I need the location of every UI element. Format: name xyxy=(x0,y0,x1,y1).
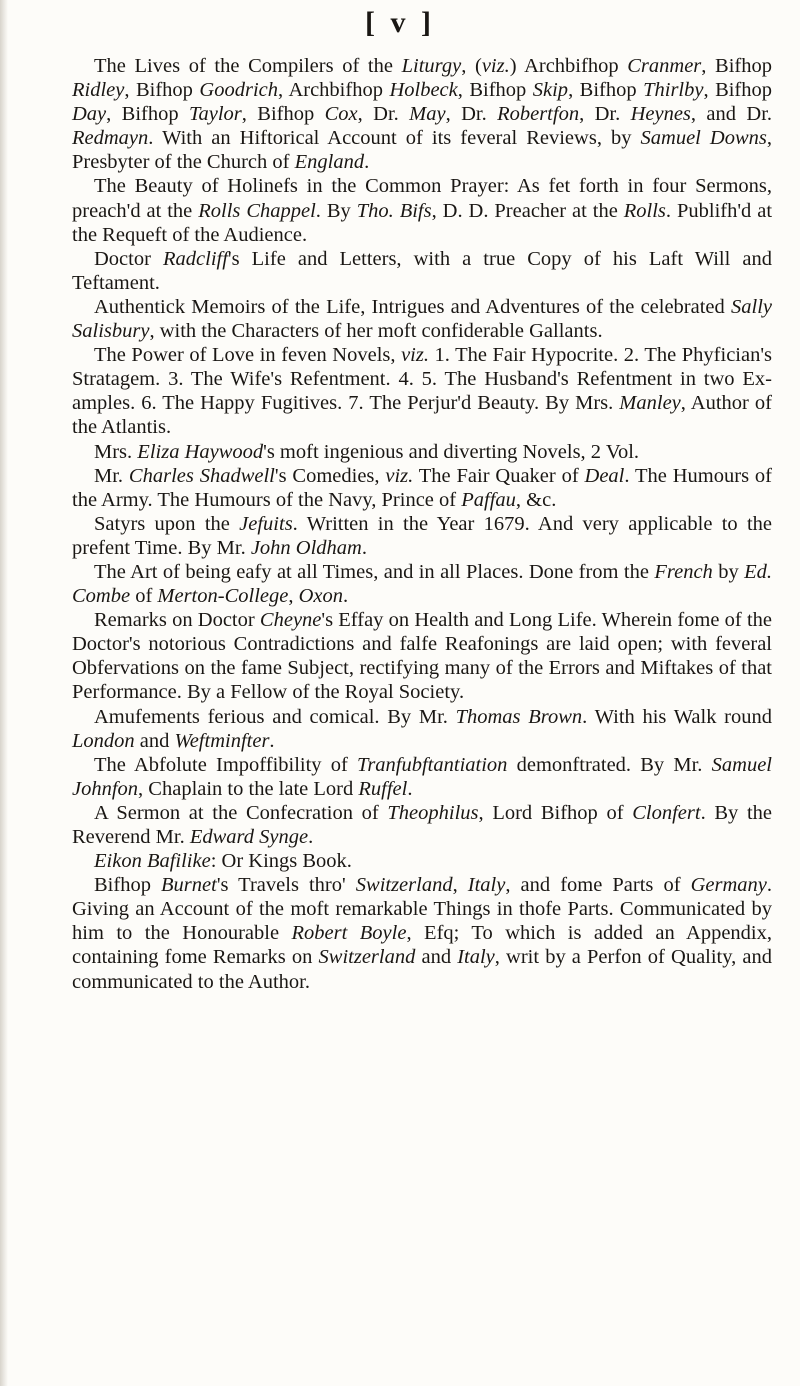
entry-text: , Dr. xyxy=(357,103,410,126)
entry-text: , writ by a Perfon of Quality, and communicated to the Author. xyxy=(72,946,773,993)
advertisement-list xyxy=(72,54,772,994)
book-entry xyxy=(72,247,772,295)
italic-text: Eikon Bafilike xyxy=(94,850,211,873)
italic-text: Burnet xyxy=(161,874,217,897)
italic-text: Heynes xyxy=(630,103,691,126)
entry-text: and xyxy=(415,946,458,969)
entry-text: The Fair Quaker of xyxy=(413,464,585,487)
italic-text: Cox xyxy=(324,103,358,126)
italic-text: Switzerland xyxy=(355,874,453,897)
italic-text: Redmayn xyxy=(72,127,149,150)
italic-text: Eliza Haywood xyxy=(137,440,264,463)
entry-text: , Bifhop xyxy=(703,79,773,102)
italic-text: Cheyne xyxy=(259,609,322,632)
italic-text: viz. xyxy=(481,55,510,77)
book-entry xyxy=(72,464,772,512)
italic-text: May xyxy=(409,103,446,126)
italic-text: Ruffel xyxy=(358,777,408,800)
book-entry xyxy=(72,54,772,174)
italic-text: Theophilus xyxy=(387,801,479,824)
entry-text: , and Dr. xyxy=(690,103,773,126)
italic-text: Rolls xyxy=(623,199,666,222)
entry-text: and xyxy=(134,729,175,752)
book-entry xyxy=(72,608,772,704)
entry-text: , D. D. Preacher at the xyxy=(431,199,624,222)
entry-text: , Dr. xyxy=(579,103,631,126)
entry-text: , &c. xyxy=(515,488,557,511)
page-binding-shadow xyxy=(0,0,8,1386)
book-entry xyxy=(72,174,772,246)
entry-text: . xyxy=(361,536,367,559)
italic-text: Tho. Bifs xyxy=(356,199,432,222)
entry-text: The Abfolute Impoffibility of xyxy=(94,753,358,776)
italic-text: Goodrich xyxy=(199,79,278,102)
book-entry xyxy=(72,512,772,560)
italic-text: Ed. Combe xyxy=(72,560,773,608)
entry-text: Amufements ferious and comical. By Mr. xyxy=(94,705,456,728)
italic-text: Paffau xyxy=(461,488,516,511)
entry-text: of xyxy=(130,585,158,608)
italic-text: Cranmer xyxy=(627,55,702,77)
entry-text: A Sermon at the Confecration of xyxy=(94,801,388,824)
italic-text: Italy xyxy=(457,946,495,969)
entry-text: The Art of being eafy at all Times, and in all Places. Done from the xyxy=(94,560,655,583)
italic-text: Day xyxy=(72,103,107,126)
italic-text: Rolls Chappel xyxy=(198,199,316,222)
entry-text: ) Archbifhop xyxy=(509,55,628,77)
italic-text: Tranfubftantiation xyxy=(357,753,508,776)
entry-text: 's moft ingenious and diverting Novels, 2 Vol. xyxy=(263,440,640,463)
entry-text: , Bifhop xyxy=(457,79,533,102)
entry-text: . Giving an Account of the moft remarkable Things in thofe Parts. Communicated by him to the Honourable xyxy=(72,874,772,945)
entry-text: . xyxy=(308,826,314,848)
book-entry xyxy=(72,849,772,873)
entry-text: . By the Reverend Mr. xyxy=(72,801,772,848)
italic-text: England xyxy=(294,151,365,174)
entry-text: : Or Kings Book. xyxy=(210,850,352,873)
entry-text: , xyxy=(288,585,299,608)
entry-text: 1. The Fair Hypocrite. 2. The Phyfician's Stratagem. 3. The Wife's Refentment. 4. 5. The Husband's Refentment in two Examples. 6. The Happy Fugitives. 7. The Perjur'd Beauty. By Mrs. xyxy=(72,344,773,415)
book-entry xyxy=(72,753,772,801)
entry-text: , Chaplain to the late Lord xyxy=(138,777,359,800)
italic-text: Edward Synge xyxy=(189,826,309,848)
entry-text: , Bifhop xyxy=(106,103,189,126)
entry-text: , xyxy=(452,874,468,897)
book-entry xyxy=(72,873,772,993)
italic-text: viz. xyxy=(401,344,429,367)
italic-text: John Oldham xyxy=(250,536,362,559)
italic-text: Weftminfter xyxy=(174,729,270,752)
italic-text: Switzerland xyxy=(318,946,416,969)
entry-text: , Bifhop xyxy=(241,103,325,126)
entry-text: demonftrated. By Mr. xyxy=(507,753,712,776)
italic-text: Samuel Downs xyxy=(640,127,767,150)
entry-text: , Bifhop xyxy=(701,55,772,77)
italic-text: Deal xyxy=(584,464,625,487)
entry-text: , and fome Parts of xyxy=(505,874,691,897)
entry-text: 's Comedies, xyxy=(274,464,386,487)
entry-text: , Bifhop xyxy=(124,79,200,102)
italic-text: Samuel Johnfon xyxy=(72,753,772,800)
entry-text: 's Travels thro' xyxy=(216,874,356,897)
entry-text: Mrs. xyxy=(94,440,138,463)
italic-text: Sally Salisbury xyxy=(72,295,772,343)
italic-text: London xyxy=(72,729,135,752)
entry-text: . xyxy=(343,585,349,608)
entry-text: , Dr. xyxy=(445,103,498,126)
entry-text: Bifhop xyxy=(94,874,162,897)
entry-text: 's Effay on Health and Long Life. Wherein fome of the Doctor's notorious Contradictions and falfe Reafonings are laid open; with feveral Obfervations on the fame Subject, rectifying many of the Errors and Miftakes of that Performance. By a Fellow of the Royal Society. xyxy=(72,609,772,704)
italic-text: Merton-College xyxy=(157,585,289,608)
book-entry xyxy=(72,295,772,343)
book-entry xyxy=(72,801,772,849)
italic-text: Thirlby xyxy=(643,79,704,102)
italic-text: Italy xyxy=(467,874,506,897)
entry-text: , Archbifhop xyxy=(277,79,390,102)
page-signature: [ v ] xyxy=(365,6,435,39)
entry-text: Doctor xyxy=(94,247,163,270)
italic-text: Ridley xyxy=(72,79,125,102)
italic-text: French xyxy=(654,560,713,583)
entry-text: Satyrs upon the xyxy=(94,512,240,535)
entry-text: . Publifh'd at the Requeft of the Audience. xyxy=(72,199,773,246)
entry-text: . xyxy=(364,151,370,174)
italic-text: Taylor xyxy=(188,103,242,126)
book-entry xyxy=(72,560,772,608)
entry-text: 's Life and Letters, with a true Copy of his Laft Will and Teftament. xyxy=(72,247,772,294)
italic-text: Holbeck xyxy=(389,79,458,102)
italic-text: Manley xyxy=(619,392,681,415)
entry-text: , Bifhop xyxy=(568,79,644,102)
entry-text: , Presbyter of the Church of xyxy=(72,127,773,174)
book-entry xyxy=(72,343,772,439)
book-entry xyxy=(72,705,772,753)
entry-text: , Author of the Atlantis. xyxy=(72,392,772,439)
entry-text: . With an Hiftorical Account of its feveral Reviews, by xyxy=(148,127,641,150)
entry-text: . xyxy=(269,729,275,752)
entry-text: Authentick Memoirs of the Life, Intrigues and Adventures of the celebrated xyxy=(94,295,731,318)
entry-text: The Lives of the Compilers of the xyxy=(94,55,402,77)
italic-text: viz. xyxy=(385,464,414,487)
italic-text: Charles Shadwell xyxy=(128,464,275,487)
entry-text: , ( xyxy=(461,55,482,77)
entry-text: The Power of Love in feven Novels, xyxy=(94,344,402,367)
italic-text: Robertfon xyxy=(497,103,580,126)
italic-text: Oxon xyxy=(298,585,344,608)
entry-text: , Lord Bifhop of xyxy=(478,801,633,824)
italic-text: Skip xyxy=(532,79,569,102)
book-entry xyxy=(72,440,772,464)
italic-text: Robert Boyle xyxy=(291,922,407,945)
entry-text: , Efq; To which is added an Appendix, containing fome Remarks on xyxy=(72,922,772,969)
entry-text: Remarks on Doctor xyxy=(94,609,260,632)
entry-text: by xyxy=(712,560,745,583)
entry-text: Mr. xyxy=(94,464,129,487)
italic-text: Radcliff xyxy=(163,247,228,270)
entry-text: , with the Characters of her moft confiderable Gallants. xyxy=(149,320,603,343)
italic-text: Germany xyxy=(690,874,767,897)
italic-text: Liturgy xyxy=(401,55,462,77)
entry-text: . The Humours of the Army. The Humours of the Navy, Prince of xyxy=(72,464,772,511)
entry-text: . xyxy=(407,777,413,800)
entry-text: The Beauty of Holinefs in the Common Prayer: As fet forth in four Sermons, preach'd at the xyxy=(72,175,772,222)
entry-text: . By xyxy=(315,199,357,222)
italic-text: Thomas Brown xyxy=(455,705,583,728)
entry-text: . With his Walk round xyxy=(582,705,772,728)
italic-text: Clonfert xyxy=(632,801,701,824)
italic-text: Jefuits xyxy=(239,512,293,535)
entry-text: . Written in the Year 1679. And very applicable to the prefent Time. By Mr. xyxy=(72,512,773,559)
